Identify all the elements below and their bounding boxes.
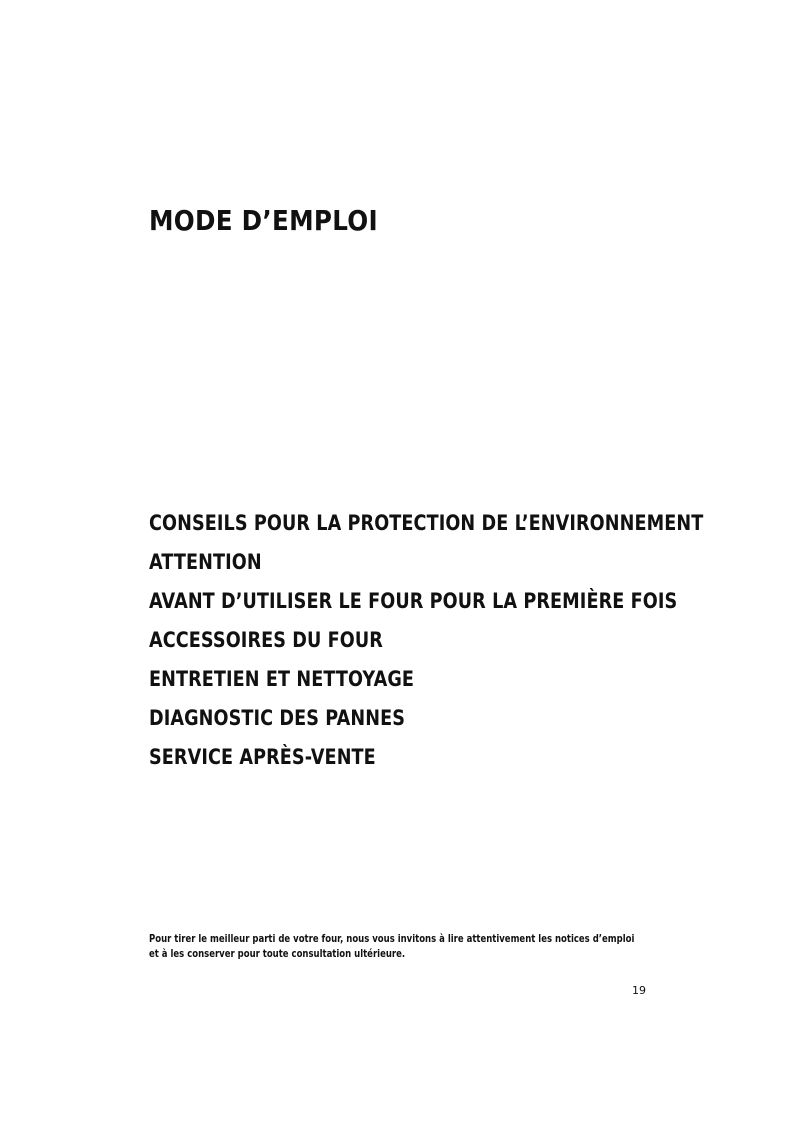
- section-heading-attention: ATTENTION: [149, 550, 262, 574]
- section-heading-first-use: AVANT D’UTILISER LE FOUR POUR LA PREMIÈRE FOIS: [149, 589, 678, 613]
- page-title: MODE D’EMPLOI: [149, 204, 378, 237]
- section-list: [149, 508, 802, 781]
- page-number: 19: [632, 984, 646, 997]
- section-heading-troubleshooting: DIAGNOSTIC DES PANNES: [149, 706, 406, 730]
- section-heading-maintenance: ENTRETIEN ET NETTOYAGE: [149, 667, 415, 691]
- section-heading-environment: CONSEILS POUR LA PROTECTION DE L’ENVIRONNEMENT: [149, 511, 704, 535]
- section-heading-after-sales: SERVICE APRÈS-VENTE: [149, 745, 376, 769]
- usage-note-line-1: Pour tirer le meilleur parti de votre four, nous vous invitons à lire attentivement les notices d’emploi: [149, 933, 635, 945]
- section-heading-accessories: ACCESSOIRES DU FOUR: [149, 628, 383, 652]
- usage-note-line-2: et à les conserver pour toute consultation ultérieure.: [149, 948, 406, 960]
- usage-note: [149, 932, 667, 962]
